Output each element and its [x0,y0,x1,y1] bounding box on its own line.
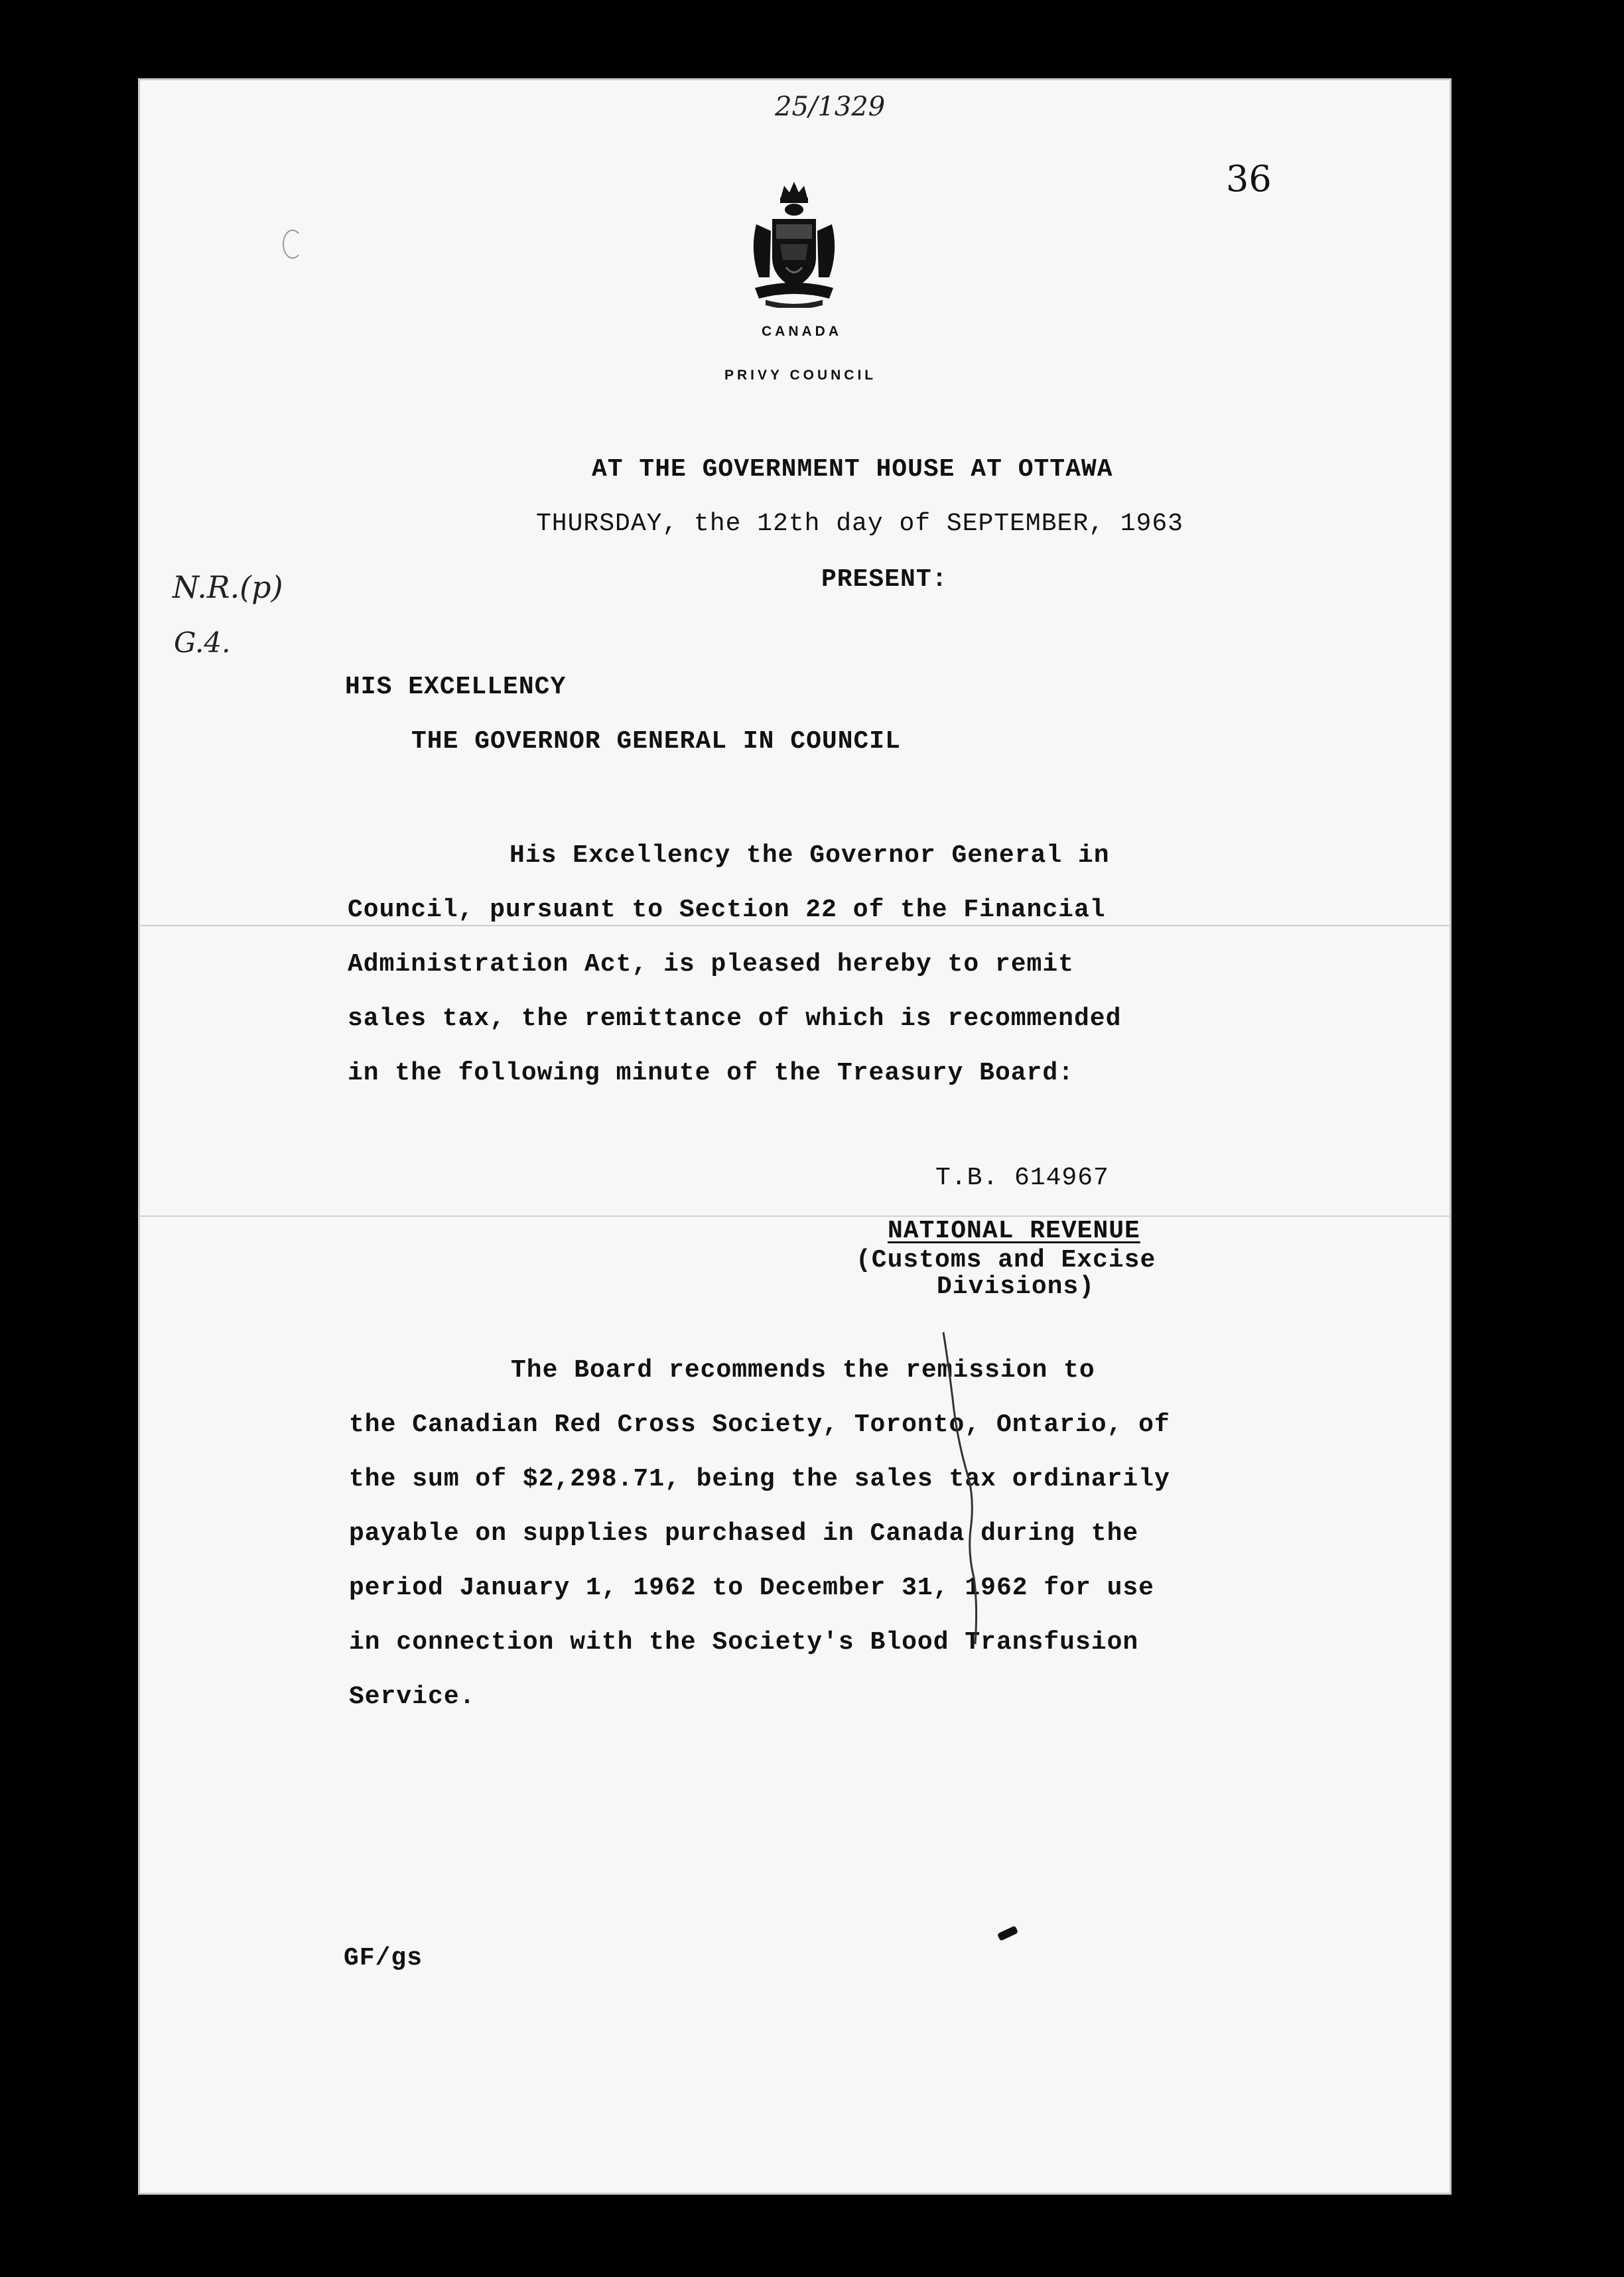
meeting-location: AT THE GOVERNMENT HOUSE AT OTTAWA [592,455,1113,484]
fold-line [138,1215,1452,1217]
smudge-mark [283,230,303,259]
fold-line [138,925,1452,926]
document-page [138,78,1452,2195]
recommendation-line: The Board recommends the remission to [511,1356,1095,1385]
preamble-line: His Excellency the Governor General in [509,841,1110,870]
addressee-line: HIS EXCELLENCY [345,673,567,701]
preamble-line: Administration Act, is pleased hereby to remit [348,950,1074,979]
present-label: PRESENT: [821,565,948,594]
meeting-date: THURSDAY, the 12th day of SEPTEMBER, 1963 [536,510,1184,538]
file-number: 25/1329 [775,92,886,122]
recommendation-line: in connection with the Society's Blood Transfusion [349,1628,1139,1657]
council-label: PRIVY COUNCIL [724,368,877,383]
recommendation-line: the sum of $2,298.71, being the sales tax ordinarily [349,1465,1170,1493]
recommendation-line: Service. [349,1683,476,1711]
ink-blot [997,1925,1018,1941]
recommendation-line: period January 1, 1962 to December 31, 1962 for use [349,1574,1154,1602]
division-line: (Customs and Excise [856,1246,1156,1275]
typist-initials: GF/gs [344,1944,423,1972]
preamble-line: Council, pursuant to Section 22 of the Financial [348,896,1106,924]
addressee-line: THE GOVERNOR GENERAL IN COUNCIL [411,727,901,756]
recommendation-line: the Canadian Red Cross Society, Toronto, Ontario, of [349,1411,1170,1439]
page-number: 36 [1226,158,1272,200]
division-line: Divisions) [937,1273,1095,1301]
margin-note: G.4. [174,626,231,659]
pen-stroke [934,1326,1000,1671]
coat-of-arms-icon [750,178,839,308]
country-label: CANADA [762,324,842,339]
recommendation-line: payable on supplies purchased in Canada during the [349,1519,1139,1548]
tb-number: T.B. 614967 [935,1164,1109,1192]
preamble-line: in the following minute of the Treasury Board: [348,1059,1074,1087]
department-heading: NATIONAL REVENUE [888,1217,1140,1245]
preamble-line: sales tax, the remittance of which is recommended [348,1004,1122,1033]
margin-note: N.R.(p) [172,569,283,605]
